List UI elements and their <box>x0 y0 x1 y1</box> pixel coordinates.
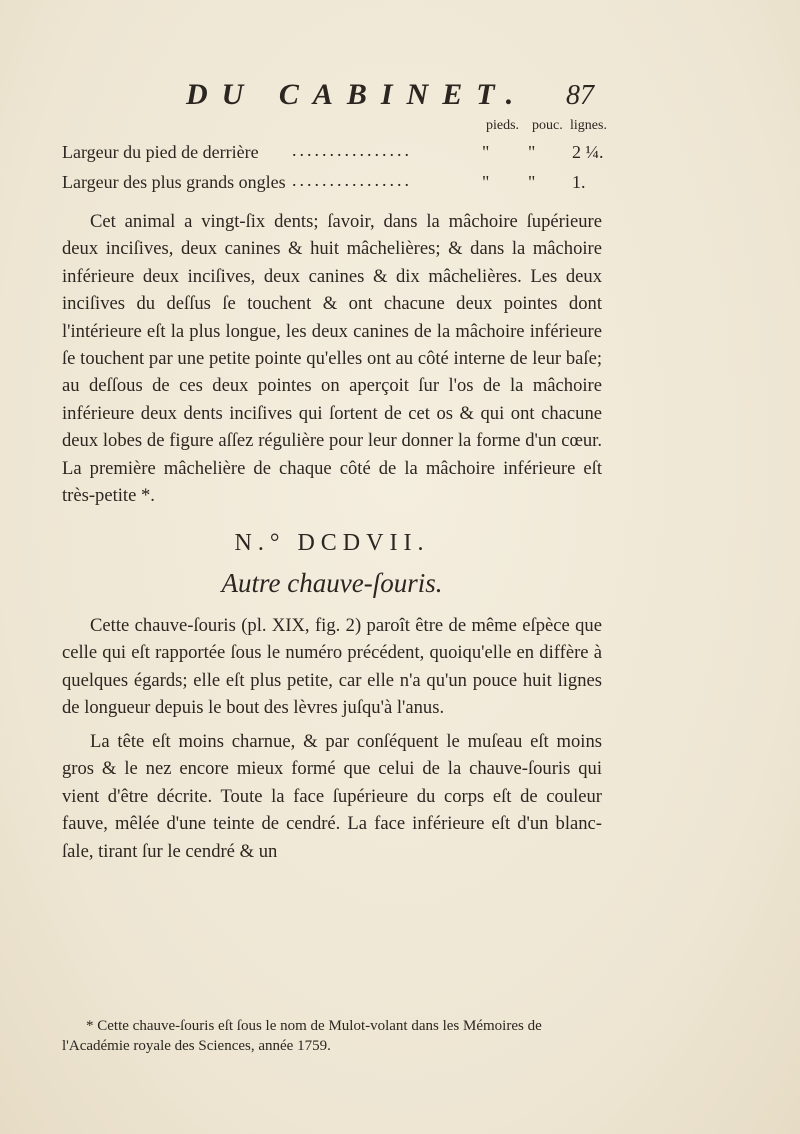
measurement-pouces: " <box>528 172 536 192</box>
measurement-label: Largeur du pied de derrière <box>62 142 259 162</box>
leader-dots: ................ <box>292 140 412 160</box>
entry-title: Autre chauve-ſouris. <box>221 568 443 598</box>
entry-number: N.° DCDVII. <box>234 530 430 556</box>
footnote: * Cette chauve-ſouris eſt ſous le nom de Mulot-volant dans les Mémoires de l'Académie royale des Sciences, année 1759. <box>62 1018 542 1054</box>
measurement-row <box>62 142 602 168</box>
measurement-pieds: " <box>482 142 490 162</box>
paragraph-dentition: Cet animal a vingt-ſix dents; ſavoir, dans la mâchoire ſupérieure deux inciſives, deux canines & huit mâchelières; & dans la mâchoire inférieure deux inciſives, deux canines & dix mâchelières. Les deux inciſives du deſſus ſe touchent & ont chacune deux pointes dont l'intérieure eſt la plus longue, les deux canines de la mâchoire inférieure ſe touchent par une petite pointe qu'elles ont au côté interne de leur baſe; au deſſous de ces deux pointes on aperçoit ſur l'os de la mâchoire inférieure deux dents inciſives qui ſortent de cet os & qui ont chacune deux lobes de figure aſſez régulière pour leur donner la forme d'un cœur. La première mâchelière de chaque côté de la mâchoire inférieure eſt très-petite *. <box>62 211 602 507</box>
paragraph-description: Cette chauve-ſouris (pl. XIX, fig. 2) paroît être de même eſpèce que celle qui eſt rapportée ſous le numéro précédent, quoiqu'elle en diffère à quelques égards; elle eſt plus petite, car elle n'a qu'un pouce huit lignes de longueur depuis le bout des lèvres juſqu'à l'anus. <box>62 615 602 719</box>
measurement-label: Largeur des plus grands ongles <box>62 172 286 192</box>
measurement-lignes: 2 ¼. <box>572 142 604 162</box>
measurement-pieds: " <box>482 172 490 192</box>
paragraph-head: La tête eſt moins charnue, & par conſéquent le muſeau eſt moins gros & le nez encore mieux formé que celui de la chauve-ſouris qui vient d'être décrite. Toute la face ſupérieure du corps eſt de couleur fauve, mêlée d'une teinte de cendré. La face inférieure eſt d'un blanc-ſale, tirant ſur le cendré & un <box>62 731 602 862</box>
unit-lignes: lignes. <box>570 118 607 133</box>
page-header <box>0 78 800 118</box>
unit-pieds: pieds. <box>486 118 520 133</box>
running-title: DU CABINET. <box>186 78 528 111</box>
measurement-units-header <box>0 118 800 138</box>
measurement-lignes: 1. <box>572 172 586 192</box>
unit-pouces: pouc. <box>532 118 563 133</box>
measurement-pouces: " <box>528 142 536 162</box>
measurement-row <box>62 172 602 198</box>
page-number: 87 <box>566 80 594 111</box>
leader-dots: ................ <box>292 170 412 190</box>
